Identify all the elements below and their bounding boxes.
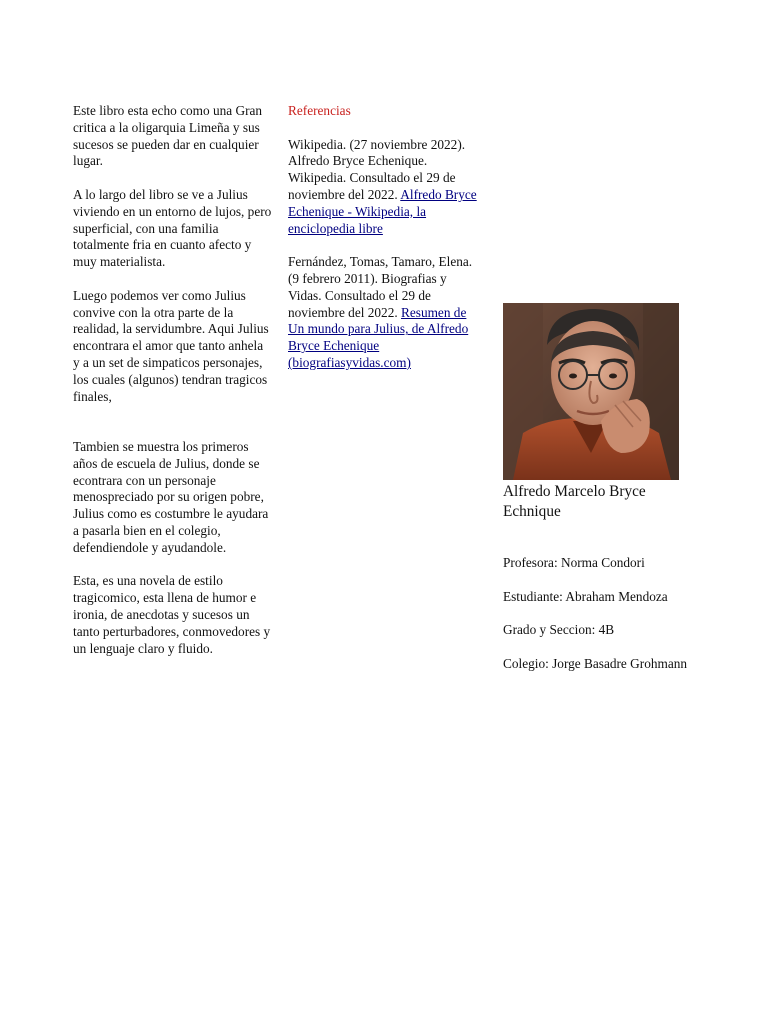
grade-section-line: Grado y Seccion: 4B [503,622,615,638]
references-title: Referencias [288,103,351,118]
reference-biografias-text: Fernández, Tomas, Tamaro, Elena. (9 febrero 2011). Biografias y Vidas. Consultado el 29 de noviembre del 2022. [288,254,473,320]
teacher-line: Profesora: Norma Condori [503,555,645,570]
paragraph-intro: Este libro esta echo como una Gran critica a la oligarquia Limeña y sus sucesos se pueden dar en cualquier lugar. [73,103,263,169]
reference-biografias [288,254,483,372]
left-text-column [73,103,273,674]
paragraph-family: A lo largo del libro se ve a Julius viviendo en un entorno de lujos, pero superficial, con una familia totalmente fria en cuanto afecto y muy materialista. [73,186,272,270]
paragraph-servants: Luego podemos ver como Julius convive con la otra parte de la realidad, la servidumbre. Aqui Julius encontrara el amor que tanto anhela y a un set de simpaticos personajes, los cuales (algunos) tendran tragicos finales, [73,287,269,404]
reference-wikipedia-text: Wikipedia. (27 noviembre 2022). Alfredo Bryce Echenique. Wikipedia. Consultado el 29 de noviembre del 2022. [288,136,466,202]
school-line: Colegio: Jorge Basadre Grohmann [503,655,688,671]
references-column [288,103,483,389]
reference-wikipedia [288,137,483,238]
reference-wikipedia-link[interactable]: Alfredo Bryce Echenique - Wikipedia, la enciclopedia libre [288,186,477,236]
author-name-caption: Alfredo Marcelo Bryce Echnique [503,483,646,520]
paragraph-style: Esta, es una novela de estilo tragicomico, esta llena de humor e ironia, de anecdotas y sucesos un tanto perturbadores, conmovedores y un lenguaje claro y fluido. [73,573,271,656]
author-portrait-photo [503,303,679,480]
reference-biografias-link[interactable]: Resumen de Un mundo para Julius, de Alfredo Bryce Echenique (biografiasyvidas.com) [288,304,469,370]
paragraph-school: Tambien se muestra los primeros años de escuela de Julius, donde se econtrara con un personaje menospreciado por su origen pobre, Julius como es costumbre le ayudara a pasarla bien en el colegio, defendiendole y ayudandole. [73,438,269,555]
student-line: Estudiante: Abraham Mendoza [503,588,668,604]
author-info-column [503,303,703,689]
